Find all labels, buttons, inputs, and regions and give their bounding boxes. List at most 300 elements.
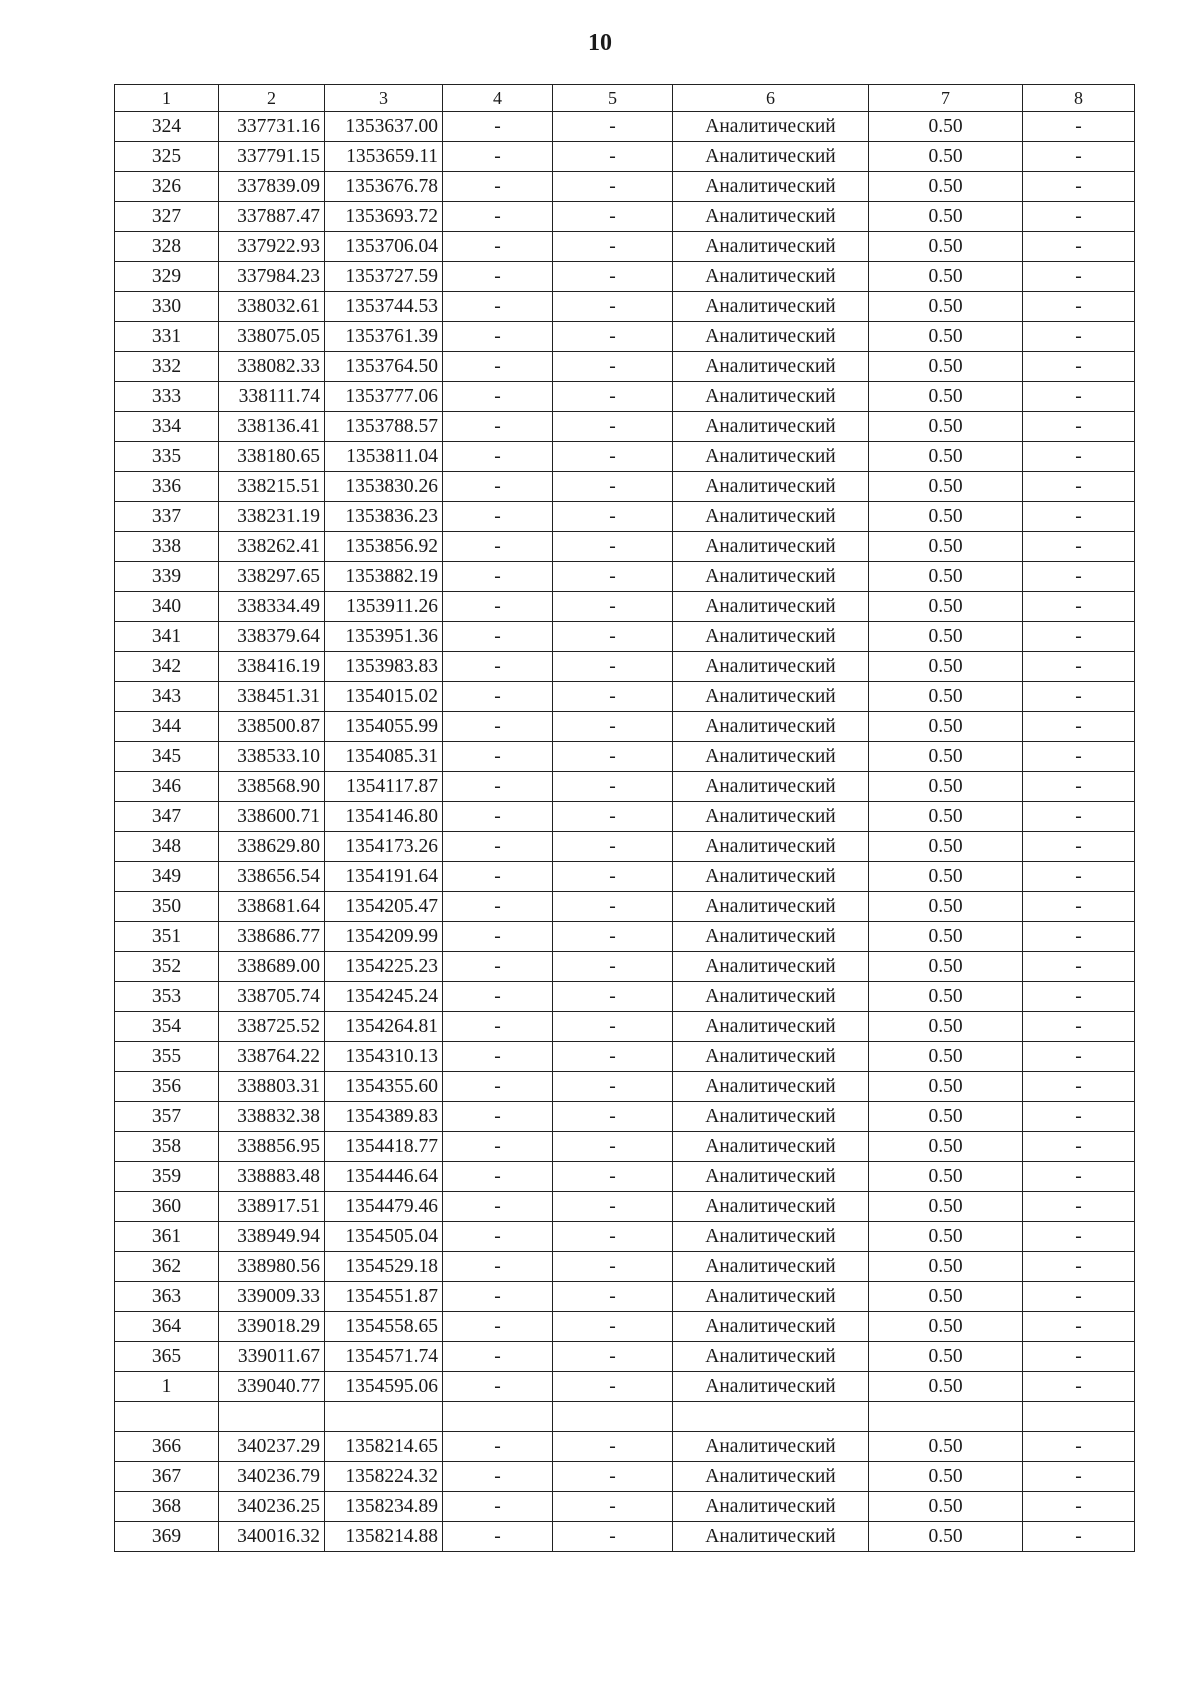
table-cell: Аналитический: [673, 1462, 869, 1492]
table-cell: 1354479.46: [325, 1192, 443, 1222]
table-cell: 0.50: [869, 1102, 1023, 1132]
table-cell: 0.50: [869, 442, 1023, 472]
table-cell: 0.50: [869, 1282, 1023, 1312]
table-cell: 1354418.77: [325, 1132, 443, 1162]
table-cell: -: [443, 1432, 553, 1462]
table-row: [115, 1372, 1135, 1402]
table-cell: -: [553, 142, 673, 172]
column-header: 1: [115, 85, 219, 112]
table-cell: 0.50: [869, 202, 1023, 232]
table-cell: 0.50: [869, 1162, 1023, 1192]
table-cell: 346: [115, 772, 219, 802]
table-row: [115, 772, 1135, 802]
table-cell: 353: [115, 982, 219, 1012]
table-cell: 347: [115, 802, 219, 832]
table-cell: -: [1023, 232, 1135, 262]
table-cell: -: [443, 112, 553, 142]
table-cell: 338949.94: [219, 1222, 325, 1252]
table-cell: -: [553, 712, 673, 742]
table-cell: 0.50: [869, 862, 1023, 892]
table-row: [115, 1192, 1135, 1222]
table-cell: 369: [115, 1522, 219, 1552]
table-cell: 1353777.06: [325, 382, 443, 412]
column-header: 2: [219, 85, 325, 112]
table-row: [115, 1132, 1135, 1162]
table-cell: 338803.31: [219, 1072, 325, 1102]
table-cell: [325, 1402, 443, 1432]
table-cell: -: [553, 1282, 673, 1312]
table-cell: 1354595.06: [325, 1372, 443, 1402]
table-row: [115, 1252, 1135, 1282]
table-cell: -: [553, 172, 673, 202]
table-cell: -: [443, 562, 553, 592]
table-cell: Аналитический: [673, 952, 869, 982]
table-cell: -: [553, 952, 673, 982]
table-cell: 1353951.36: [325, 622, 443, 652]
table-cell: Аналитический: [673, 472, 869, 502]
table-cell: 1354225.23: [325, 952, 443, 982]
table-cell: 0.50: [869, 1492, 1023, 1522]
table-cell: 0.50: [869, 892, 1023, 922]
table-cell: Аналитический: [673, 652, 869, 682]
table-cell: 0.50: [869, 352, 1023, 382]
table-cell: 1354146.80: [325, 802, 443, 832]
table-cell: -: [443, 892, 553, 922]
table-cell: 338297.65: [219, 562, 325, 592]
table-cell: -: [443, 682, 553, 712]
table-cell: [219, 1402, 325, 1432]
table-cell: -: [443, 1192, 553, 1222]
table-cell: -: [553, 1012, 673, 1042]
table-cell: 1354529.18: [325, 1252, 443, 1282]
table-cell: 0.50: [869, 502, 1023, 532]
table-cell: Аналитический: [673, 1192, 869, 1222]
table-cell: 333: [115, 382, 219, 412]
table-cell: 340: [115, 592, 219, 622]
table-cell: -: [443, 1522, 553, 1552]
table-cell: 0.50: [869, 982, 1023, 1012]
table-cell: 0.50: [869, 922, 1023, 952]
table-cell: Аналитический: [673, 1312, 869, 1342]
table-cell: 1354191.64: [325, 862, 443, 892]
table-cell: 0.50: [869, 1072, 1023, 1102]
table-cell: 1353706.04: [325, 232, 443, 262]
table-cell: 367: [115, 1462, 219, 1492]
table-cell: Аналитический: [673, 112, 869, 142]
table-cell: Аналитический: [673, 232, 869, 262]
table-cell: 0.50: [869, 142, 1023, 172]
table-cell: 349: [115, 862, 219, 892]
table-cell: -: [443, 232, 553, 262]
table-cell: 338533.10: [219, 742, 325, 772]
table-cell: 0.50: [869, 1462, 1023, 1492]
table-cell: Аналитический: [673, 1372, 869, 1402]
table-cell: 0.50: [869, 262, 1023, 292]
table-header-row: [115, 85, 1135, 112]
table-cell: -: [553, 232, 673, 262]
table-cell: 366: [115, 1432, 219, 1462]
table-cell: 0.50: [869, 592, 1023, 622]
table-cell: 340237.29: [219, 1432, 325, 1462]
table-row: [115, 292, 1135, 322]
table-cell: 1353761.39: [325, 322, 443, 352]
table-cell: -: [443, 922, 553, 952]
table-cell: 338180.65: [219, 442, 325, 472]
table-row: [115, 1282, 1135, 1312]
table-cell: -: [1023, 322, 1135, 352]
table-cell: Аналитический: [673, 442, 869, 472]
table-cell: Аналитический: [673, 532, 869, 562]
table-row: [115, 1432, 1135, 1462]
table-cell: 345: [115, 742, 219, 772]
table-cell: 338883.48: [219, 1162, 325, 1192]
table-cell: 358: [115, 1132, 219, 1162]
table-row: [115, 142, 1135, 172]
table-cell: -: [443, 1312, 553, 1342]
table-cell: 352: [115, 952, 219, 982]
table-cell: 342: [115, 652, 219, 682]
table-cell: -: [1023, 1192, 1135, 1222]
table-cell: Аналитический: [673, 772, 869, 802]
table-row: [115, 1462, 1135, 1492]
table-cell: -: [553, 502, 673, 532]
table-cell: 0.50: [869, 1342, 1023, 1372]
table-cell: -: [443, 1042, 553, 1072]
table-cell: Аналитический: [673, 1282, 869, 1312]
table-cell: -: [553, 382, 673, 412]
table-cell: -: [1023, 1312, 1135, 1342]
table-row: [115, 562, 1135, 592]
table-cell: -: [1023, 1492, 1135, 1522]
table-row: [115, 1012, 1135, 1042]
table-cell: 337: [115, 502, 219, 532]
column-header: 8: [1023, 85, 1135, 112]
table-cell: 1354085.31: [325, 742, 443, 772]
table-cell: 0.50: [869, 802, 1023, 832]
table-cell: -: [553, 1222, 673, 1252]
page-number: 10: [588, 30, 612, 56]
table-cell: 338379.64: [219, 622, 325, 652]
table-cell: 326: [115, 172, 219, 202]
table-cell: -: [443, 142, 553, 172]
table-row: [115, 532, 1135, 562]
table-cell: 0.50: [869, 1192, 1023, 1222]
table-cell: Аналитический: [673, 292, 869, 322]
table-row: [115, 652, 1135, 682]
table-cell: -: [1023, 1102, 1135, 1132]
table-cell: -: [553, 742, 673, 772]
table-cell: -: [443, 1372, 553, 1402]
table-row: [115, 1162, 1135, 1192]
table-row: [115, 802, 1135, 832]
table-cell: 339011.67: [219, 1342, 325, 1372]
table-cell: 0.50: [869, 472, 1023, 502]
table-row: [115, 472, 1135, 502]
table-cell: -: [553, 442, 673, 472]
table-cell: 0.50: [869, 562, 1023, 592]
table-cell: 341: [115, 622, 219, 652]
table-row: [115, 412, 1135, 442]
table-cell: 1353811.04: [325, 442, 443, 472]
table-cell: 340236.25: [219, 1492, 325, 1522]
table-cell: 328: [115, 232, 219, 262]
table-cell: -: [1023, 202, 1135, 232]
table-cell: -: [553, 622, 673, 652]
table-cell: 368: [115, 1492, 219, 1522]
table-cell: -: [1023, 802, 1135, 832]
table-cell: 0.50: [869, 382, 1023, 412]
table-cell: -: [553, 352, 673, 382]
table-cell: -: [443, 1102, 553, 1132]
table-cell: -: [1023, 1132, 1135, 1162]
table-body: [115, 112, 1135, 1552]
table-cell: -: [1023, 172, 1135, 202]
table-cell: -: [443, 412, 553, 442]
column-header: 6: [673, 85, 869, 112]
table-cell: -: [1023, 712, 1135, 742]
table-cell: 0.50: [869, 232, 1023, 262]
table-cell: 1353788.57: [325, 412, 443, 442]
table-cell: 324: [115, 112, 219, 142]
table-cell: Аналитический: [673, 592, 869, 622]
table-row: [115, 352, 1135, 382]
table-cell: 1354310.13: [325, 1042, 443, 1072]
table-row: [115, 382, 1135, 412]
table-cell: 357: [115, 1102, 219, 1132]
table-cell: -: [553, 1162, 673, 1192]
table-cell: 362: [115, 1252, 219, 1282]
table-cell: -: [443, 1462, 553, 1492]
table-cell: 1353744.53: [325, 292, 443, 322]
table-cell: -: [1023, 1372, 1135, 1402]
table-row: [115, 322, 1135, 352]
table-row: [115, 742, 1135, 772]
table-cell: 338725.52: [219, 1012, 325, 1042]
column-header: 4: [443, 85, 553, 112]
table-cell: -: [1023, 1042, 1135, 1072]
table-cell: 327: [115, 202, 219, 232]
table-row: [115, 172, 1135, 202]
table-cell: 339040.77: [219, 1372, 325, 1402]
table-cell: -: [1023, 742, 1135, 772]
table-cell: 334: [115, 412, 219, 442]
table-cell: -: [1023, 1162, 1135, 1192]
table-cell: -: [443, 442, 553, 472]
table-cell: Аналитический: [673, 622, 869, 652]
table-cell: 365: [115, 1342, 219, 1372]
table-cell: 338705.74: [219, 982, 325, 1012]
table-cell: -: [443, 1222, 553, 1252]
table-cell: Аналитический: [673, 1012, 869, 1042]
table-row: [115, 622, 1135, 652]
table-cell: 337791.15: [219, 142, 325, 172]
table-cell: 0.50: [869, 1132, 1023, 1162]
table-cell: 0.50: [869, 292, 1023, 322]
table-cell: -: [443, 652, 553, 682]
table-cell: -: [443, 742, 553, 772]
table-cell: 338917.51: [219, 1192, 325, 1222]
table-cell: 338451.31: [219, 682, 325, 712]
table-cell: -: [443, 772, 553, 802]
table-cell: 331: [115, 322, 219, 352]
table-cell: 338980.56: [219, 1252, 325, 1282]
table-cell: 0.50: [869, 1432, 1023, 1462]
table-cell: 0.50: [869, 1222, 1023, 1252]
table-cell: 0.50: [869, 1312, 1023, 1342]
table-row: [115, 1222, 1135, 1252]
table-cell: -: [1023, 1282, 1135, 1312]
table-cell: -: [443, 832, 553, 862]
table-cell: 1353727.59: [325, 262, 443, 292]
table-cell: 339009.33: [219, 1282, 325, 1312]
table-cell: Аналитический: [673, 1522, 869, 1552]
table-cell: -: [1023, 892, 1135, 922]
table-cell: 1354209.99: [325, 922, 443, 952]
table-cell: 0.50: [869, 412, 1023, 442]
table-cell: [115, 1402, 219, 1432]
table-cell: 351: [115, 922, 219, 952]
table-cell: Аналитический: [673, 412, 869, 442]
table-cell: -: [443, 1492, 553, 1522]
table-cell: -: [553, 892, 673, 922]
table-cell: 338689.00: [219, 952, 325, 982]
table-row: [115, 1492, 1135, 1522]
table-cell: Аналитический: [673, 802, 869, 832]
table-cell: 338111.74: [219, 382, 325, 412]
table-cell: -: [553, 202, 673, 232]
table-cell: 0.50: [869, 322, 1023, 352]
table-row: [115, 1522, 1135, 1552]
table-cell: 337731.16: [219, 112, 325, 142]
table-cell: 350: [115, 892, 219, 922]
table-cell: -: [553, 1432, 673, 1462]
table-cell: 1353693.72: [325, 202, 443, 232]
table-cell: -: [1023, 922, 1135, 952]
table-cell: 0.50: [869, 652, 1023, 682]
table-cell: -: [1023, 862, 1135, 892]
table-cell: -: [443, 1252, 553, 1282]
table-cell: -: [553, 532, 673, 562]
table-cell: Аналитический: [673, 562, 869, 592]
table-cell: -: [1023, 292, 1135, 322]
table-cell: 0.50: [869, 1012, 1023, 1042]
table-cell: -: [553, 1252, 673, 1282]
table-row: [115, 442, 1135, 472]
table-row: [115, 1042, 1135, 1072]
table-cell: -: [443, 1282, 553, 1312]
table-cell: -: [553, 1522, 673, 1552]
table-cell: 337887.47: [219, 202, 325, 232]
table-cell: 329: [115, 262, 219, 292]
table-cell: 339: [115, 562, 219, 592]
table-cell: Аналитический: [673, 1132, 869, 1162]
column-header: 7: [869, 85, 1023, 112]
table-row: [115, 982, 1135, 1012]
table-cell: 354: [115, 1012, 219, 1042]
table-cell: 1353882.19: [325, 562, 443, 592]
table-cell: 1354205.47: [325, 892, 443, 922]
table-cell: 0.50: [869, 682, 1023, 712]
table-cell: -: [443, 1162, 553, 1192]
table-cell: 338136.41: [219, 412, 325, 442]
table-cell: 348: [115, 832, 219, 862]
table-cell: -: [1023, 1432, 1135, 1462]
table-cell: -: [553, 262, 673, 292]
table-cell: -: [443, 982, 553, 1012]
table-cell: 1: [115, 1372, 219, 1402]
table-cell: -: [1023, 412, 1135, 442]
table-cell: [553, 1402, 673, 1432]
table-cell: 338600.71: [219, 802, 325, 832]
table-row: [115, 502, 1135, 532]
table-cell: 1354558.65: [325, 1312, 443, 1342]
table-cell: 1353830.26: [325, 472, 443, 502]
table-cell: -: [443, 292, 553, 322]
table-cell: -: [1023, 772, 1135, 802]
table-cell: 330: [115, 292, 219, 322]
table-cell: 340236.79: [219, 1462, 325, 1492]
table-row: [115, 952, 1135, 982]
table-cell: -: [1023, 952, 1135, 982]
table-cell: -: [553, 1102, 673, 1132]
table-cell: 1354055.99: [325, 712, 443, 742]
table-cell: [443, 1402, 553, 1432]
table-cell: Аналитический: [673, 712, 869, 742]
table-cell: 1358214.88: [325, 1522, 443, 1552]
table-row: [115, 262, 1135, 292]
table-cell: [1023, 1402, 1135, 1432]
table-cell: -: [443, 532, 553, 562]
table-row: [115, 1342, 1135, 1372]
table-cell: -: [443, 712, 553, 742]
coordinates-table: [114, 84, 1135, 1552]
table-cell: -: [443, 172, 553, 202]
table-cell: -: [553, 1372, 673, 1402]
table-cell: 336: [115, 472, 219, 502]
table-row: [115, 1312, 1135, 1342]
table-cell: Аналитический: [673, 202, 869, 232]
table-cell: -: [1023, 1012, 1135, 1042]
table-row: [115, 1102, 1135, 1132]
table-cell: -: [443, 472, 553, 502]
table-cell: -: [553, 982, 673, 1012]
table-cell: -: [443, 352, 553, 382]
table-cell: 338262.41: [219, 532, 325, 562]
table-cell: -: [443, 802, 553, 832]
table-cell: Аналитический: [673, 1162, 869, 1192]
table-cell: -: [553, 772, 673, 802]
table-cell: 1353983.83: [325, 652, 443, 682]
table-cell: 338: [115, 532, 219, 562]
table-row: [115, 202, 1135, 232]
table-cell: -: [553, 412, 673, 442]
table-cell: -: [443, 382, 553, 412]
table-cell: Аналитический: [673, 832, 869, 862]
table-cell: 1353659.11: [325, 142, 443, 172]
table-cell: Аналитический: [673, 922, 869, 952]
table-cell: -: [443, 862, 553, 892]
table-cell: 0.50: [869, 742, 1023, 772]
table-cell: 337839.09: [219, 172, 325, 202]
table-cell: -: [443, 1012, 553, 1042]
table-cell: -: [443, 952, 553, 982]
table-cell: Аналитический: [673, 1432, 869, 1462]
table-cell: 1358234.89: [325, 1492, 443, 1522]
table-cell: 338629.80: [219, 832, 325, 862]
table-cell: -: [1023, 562, 1135, 592]
table-cell: 0.50: [869, 952, 1023, 982]
table-cell: Аналитический: [673, 1342, 869, 1372]
